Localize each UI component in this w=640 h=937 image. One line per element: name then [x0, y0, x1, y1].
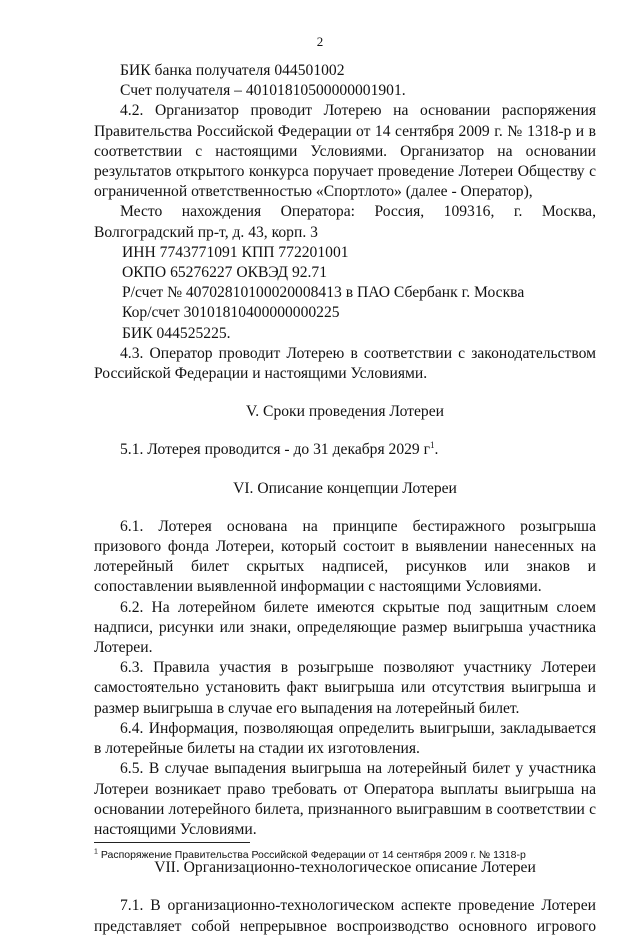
paragraph-6-1: 6.1. Лотерея основана на принципе бестиражного розыгрыша призового фонда Лотереи, который состоит в выявлении нанесенных на лотерейный билет скрытых надписей, рисунков или знаков и сопоставлении выявленной информации с настоящими Условиями.	[94, 517, 596, 596]
section-7-title: VII. Организационно-технологическое описание Лотереи	[154, 859, 536, 877]
paragraph-4-2: 4.2. Организатор проводит Лотерею на основании распоряжения Правительства Российской Федерации от 14 сентября 2009 г. № 1318-р и в соответствии с настоящими Условиями. Организатор на основании результатов открытого конкурса поручает проведение Лотереи Обществу с ограниченной ответственностью «Спортлото» (далее - Оператор),	[94, 102, 596, 201]
correspondent-account-line: Кор/счет 30101810400000000225	[122, 304, 340, 322]
paragraph-6-5: 6.5. В случае выпадения выигрыша на лотерейный билет у участника Лотереи возникает право требовать от Оператора выплаты выигрыша на основании лотерейного билета, признанного выигравшим в соответствии с настоящими Условиями.	[94, 760, 596, 838]
document-body	[94, 61, 596, 937]
section-6-title: VI. Описание концепции Лотереи	[233, 479, 457, 497]
account-recipient-line: Счет получателя – 40101810500000001901.	[120, 82, 406, 100]
paragraph-6-3: 6.3. Правила участия в розыгрыше позволяют участнику Лотереи самостоятельно установить факт выигрыша или отсутствия выигрыша и размер выигрыша в случае его выпадения на лотерейный билет.	[94, 659, 596, 717]
footnote-ref: 1	[430, 440, 435, 451]
footnote-separator	[94, 842, 250, 843]
bik-recipient-line: БИК банка получателя 044501002	[120, 62, 345, 79]
paragraph-6-2: 6.2. На лотерейном билете имеются скрытые под защитным слоем надписи, рисунки или знаки, определяющие размер выигрыша участника Лотереи.	[94, 598, 596, 657]
paragraph-6-4: 6.4. Информация, позволяющая определить выигрыши, закладывается в лотерейные билеты на стадии их изготовления.	[94, 719, 596, 758]
section-5-title: V. Сроки проведения Лотереи	[246, 403, 444, 421]
inn-kpp-line: ИНН 7743771091 КПП 772201001	[122, 243, 349, 261]
okpo-line: ОКПО 65276227 ОКВЭД 92.71	[122, 264, 328, 282]
page-number: 2	[316, 34, 324, 49]
paragraph-5-1	[94, 440, 596, 460]
paragraph-7-1: 7.1. В организационно-технологическом аспекте проведение Лотереи представляет собой непрерывное воспроизводство основного игрового	[94, 897, 596, 935]
settlement-account-line: Р/счет № 40702810100020008413 в ПАО Сбербанк г. Москва	[122, 284, 525, 302]
paragraph-5-1-text: 5.1. Лотерея проводится - до 31 декабря 2029 г	[120, 441, 431, 459]
footnote	[94, 848, 614, 862]
operator-location: Место нахождения Оператора: Россия, 109316, г. Москва, Волгоградский пр-т, д. 43, корп. 3	[94, 203, 596, 241]
bik-line: БИК 044525225.	[122, 324, 231, 342]
footnote-mark: 1	[94, 848, 98, 856]
paragraph-4-3: 4.3. Оператор проводит Лотерею в соответствии с законодательством Российской Федерации и настоящими Условиями.	[94, 344, 596, 383]
footnote-text: Распоряжение Правительства Российской Федерации от 14 сентября 2009 г. № 1318-р	[97, 849, 526, 861]
paragraph-5-1-end: .	[434, 441, 439, 459]
